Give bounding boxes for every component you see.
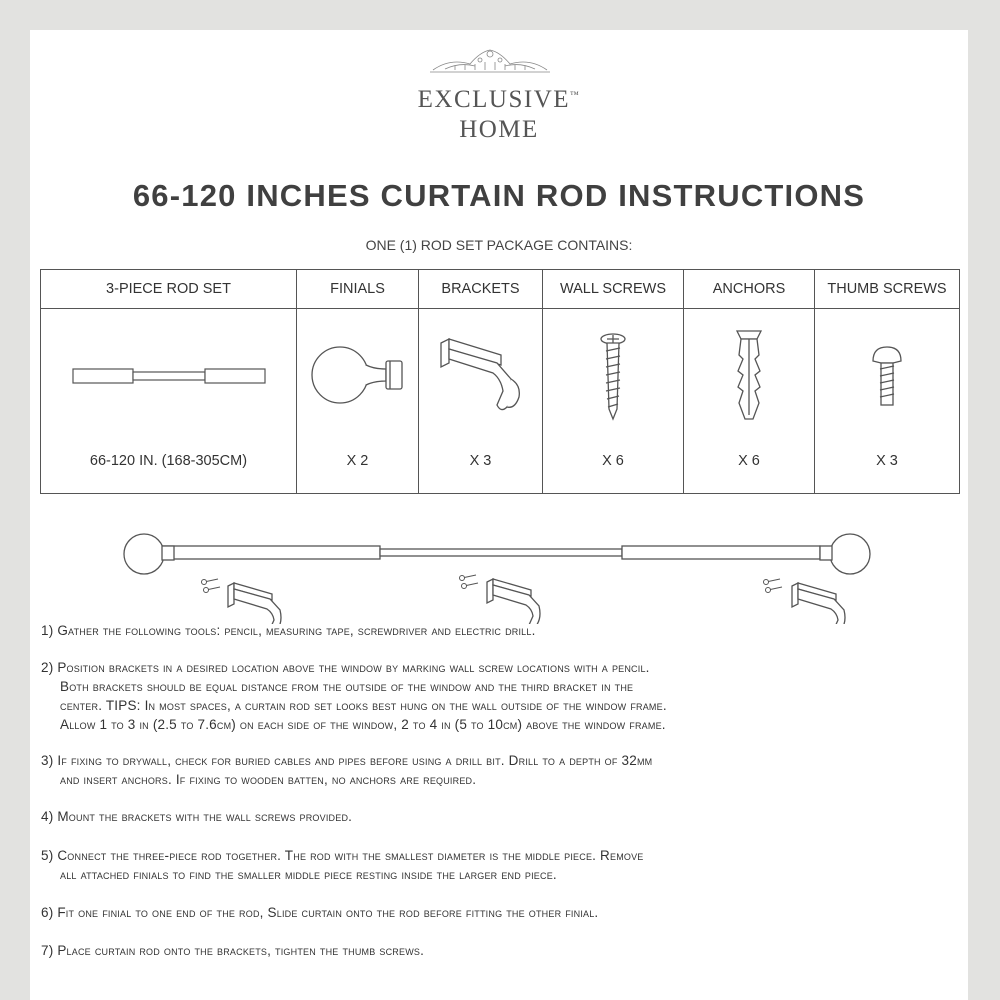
parts-qty-rod-set: 66-120 IN. (168-305CM) [89,453,248,469]
step-4: 4) Mount the brackets with the wall screws provided. [41,809,353,824]
package-subtitle: ONE (1) ROD SET PACKAGE CONTAINS: [365,237,633,253]
diagram-rod-right [622,546,820,559]
diagram-rod-left [140,546,380,559]
finial-icon [308,343,408,407]
step-3: 3) If fixing to drywall, check for buried cables and pipes before using a drill bit. Drill to a depth of 32mm and insert anchors. If fixing to wooden batten, no anchors are required. [41,753,653,787]
parts-cell-rod-set [41,309,297,494]
instruction-sheet [30,30,968,1000]
parts-cell-finials [297,309,419,494]
thumb-screw-icon [869,343,905,409]
parts-header-wall-screws: WALL SCREWS [543,270,684,309]
brand-name-line1: EXCLUSIVE™ [417,86,581,113]
assembly-diagram [30,504,968,624]
step-2: 2) Position brackets in a desired location above the window by marking wall screw locations with a pencil. Both brackets should be equal distance from the outside of the window and the third bracket in the center. TIPS: In most spaces, a curtain rod set looks best hung on the wall outside of the window frame. Allow 1 to 3 in (2.5 to 7.6cm) on each side of the window, 2 to 4 in (5 to 10cm) above the window frame. [41,660,667,732]
diagram-bracket-middle [487,579,540,624]
diagram-bracket-right [792,583,845,624]
diagram-finial-left [124,534,164,574]
bracket-icon [431,335,531,415]
diagram-rod-middle [380,549,622,556]
step-5: 5) Connect the three-piece rod together. The rod with the smallest diameter is the middle piece. Remove all attached finials to find the smaller middle piece resting inside the larger end piece. [41,848,644,882]
diagram-screws-left [202,579,221,593]
parts-header-rod-set: 3-PIECE ROD SET [41,270,297,309]
brand-name-line2: HOME [459,116,539,143]
rod-set-icon [72,366,266,386]
parts-table [40,269,960,494]
parts-cell-wall-screws [543,309,684,494]
parts-qty-wall-screws: X 6 [602,453,624,469]
diagram-bracket-left [228,583,281,624]
anchor-icon [729,325,769,425]
page-title: 66-120 INCHES CURTAIN ROD INSTRUCTIONS [132,178,866,213]
step-6: 6) Fit one finial to one end of the rod, Slide curtain onto the rod before fitting the other finial. [41,905,599,920]
step-7: 7) Place curtain rod onto the brackets, tighten the thumb screws. [41,943,425,958]
parts-qty-brackets: X 3 [469,453,492,469]
diagram-finial-right [830,534,870,574]
parts-cell-brackets [419,309,543,494]
step-1: 1) Gather the following tools: pencil, measuring tape, screwdriver and electric drill. [41,623,536,638]
crown-ornament-icon [425,44,555,76]
parts-header-brackets: BRACKETS [419,270,543,309]
parts-cell-thumb-screws [815,309,960,494]
parts-header-finials: FINIALS [297,270,419,309]
parts-header-thumb-screws: THUMB SCREWS [815,270,960,309]
parts-header-anchors: ANCHORS [684,270,815,309]
wall-screw-icon [598,331,628,421]
parts-cell-anchors [684,309,815,494]
parts-qty-thumb-screws: X 3 [876,453,898,469]
diagram-screws-middle [460,575,479,589]
diagram-screws-right [764,579,783,593]
parts-qty-finials: X 2 [346,453,369,469]
parts-qty-anchors: X 6 [738,453,760,469]
